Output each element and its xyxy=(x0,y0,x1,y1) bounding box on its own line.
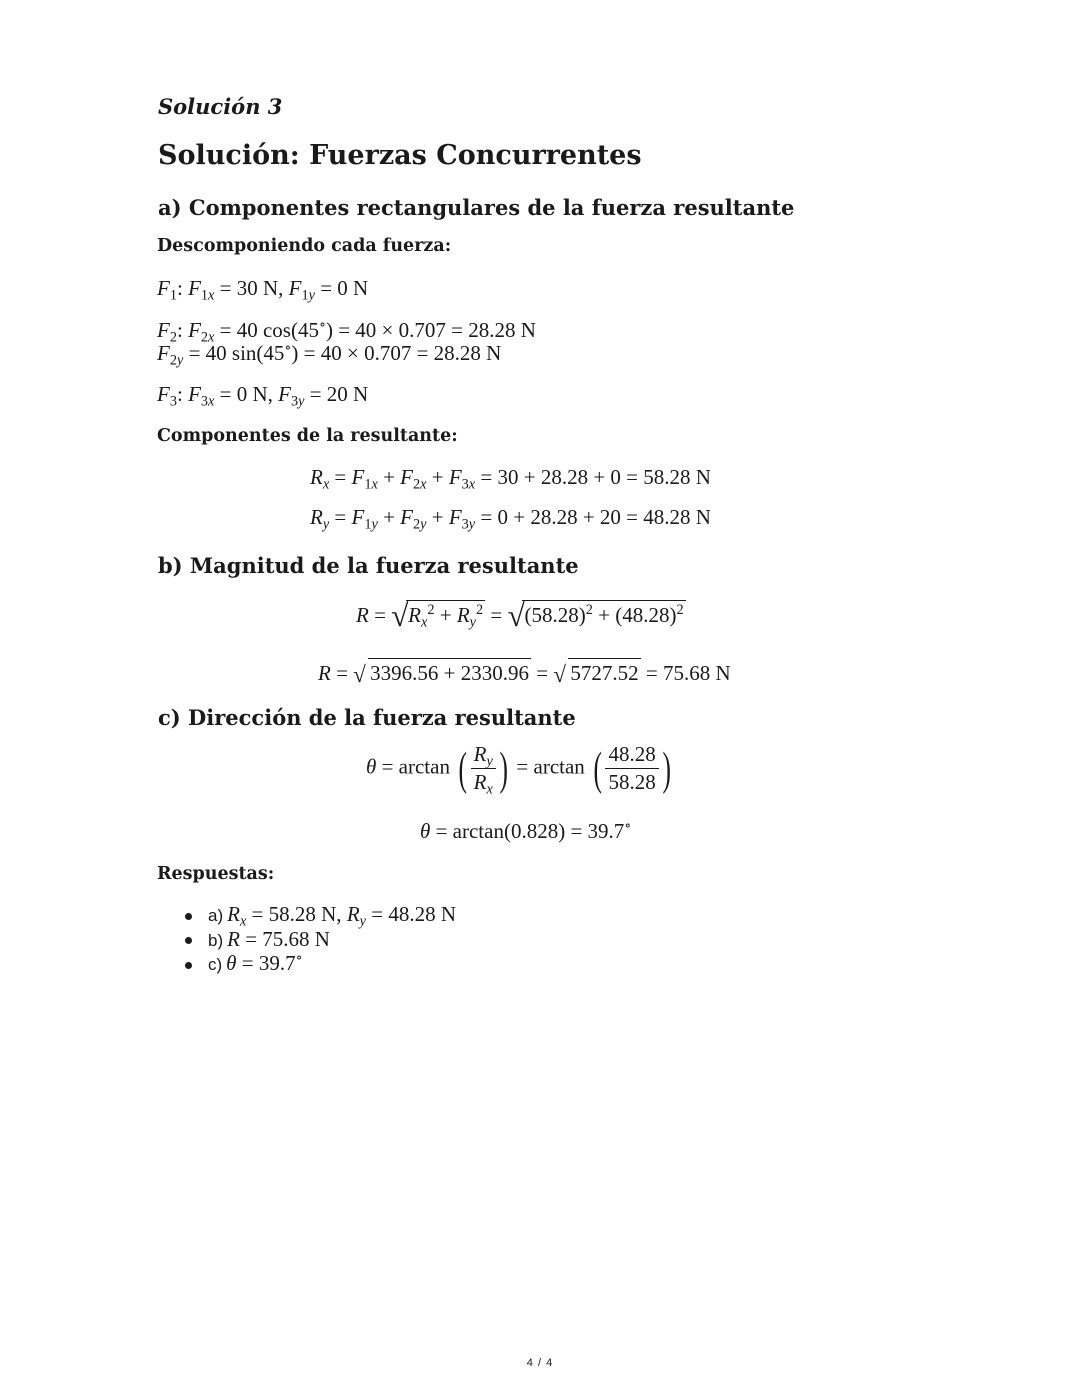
f3-components: $F_3$: $F_{3x} = 0$ N, $F_{3y} = 20$ N xyxy=(157,382,369,410)
f2-x-component: $F_2$: $F_{2x} = 40$ cos(45∘) = 40 × 0.707 = 28.28 N xyxy=(157,317,536,346)
decomposition-subheading: Descomponiendo cada fuerza: xyxy=(157,236,452,256)
bullet-icon xyxy=(185,937,192,944)
direction-equation: θ = arctan ( $\frac{R_y}{R_x}$ ) = arctan ( $\frac{48.28}{58.28}$ ) xyxy=(366,742,671,798)
f2-y-component: $F_{2y} = 40$ sin(45∘) = 40 × 0.707 = 28.28 N xyxy=(157,340,502,369)
ry-equation: $R_y = F_{1y} + F_{2y} + F_{3y} = 0 + 28.28 + 20 = 48.28$ N xyxy=(310,505,711,533)
answer-a: a) $R_x = 58.28$ N, $R_y = 48.28$ N xyxy=(185,902,456,927)
page-number: 4 / 4 xyxy=(526,1357,554,1369)
section-b-heading: b) Magnitud de la fuerza resultante xyxy=(158,553,579,578)
magnitude-result: R = √ 3396.56 + 2330.96 = √ 5727.52 = 75.68 N xyxy=(318,658,731,686)
answers-list xyxy=(185,902,456,976)
bullet-icon xyxy=(185,962,192,969)
answer-b: b) R = 75.68 N xyxy=(185,927,456,952)
answer-c: c) θ = 39.7∘ xyxy=(185,951,456,976)
solution-label: Solución 3 xyxy=(158,94,283,119)
f1-components: $F_1$: $F_{1x} = 30$ N, $F_{1y} = 0$ N xyxy=(157,276,369,304)
section-c-heading: c) Dirección de la fuerza resultante xyxy=(158,705,576,730)
bullet-icon xyxy=(185,913,192,920)
rx-equation: $R_x = F_{1x} + F_{2x} + F_{3x} = 30 + 28.28 + 0 = 58.28$ N xyxy=(310,465,711,493)
magnitude-equation: R = √ $R_x^2 + R_y^2$ = √ $(58.28)^2 + (48.28)^2$ xyxy=(356,598,684,633)
resultant-subheading: Componentes de la resultante: xyxy=(157,426,458,446)
direction-result: θ = arctan(0.828) = 39.7∘ xyxy=(420,818,632,843)
section-a-heading: a) Componentes rectangulares de la fuerza resultante xyxy=(158,195,795,220)
page-title: Solución: Fuerzas Concurrentes xyxy=(158,140,642,171)
answers-heading: Respuestas: xyxy=(157,864,275,884)
